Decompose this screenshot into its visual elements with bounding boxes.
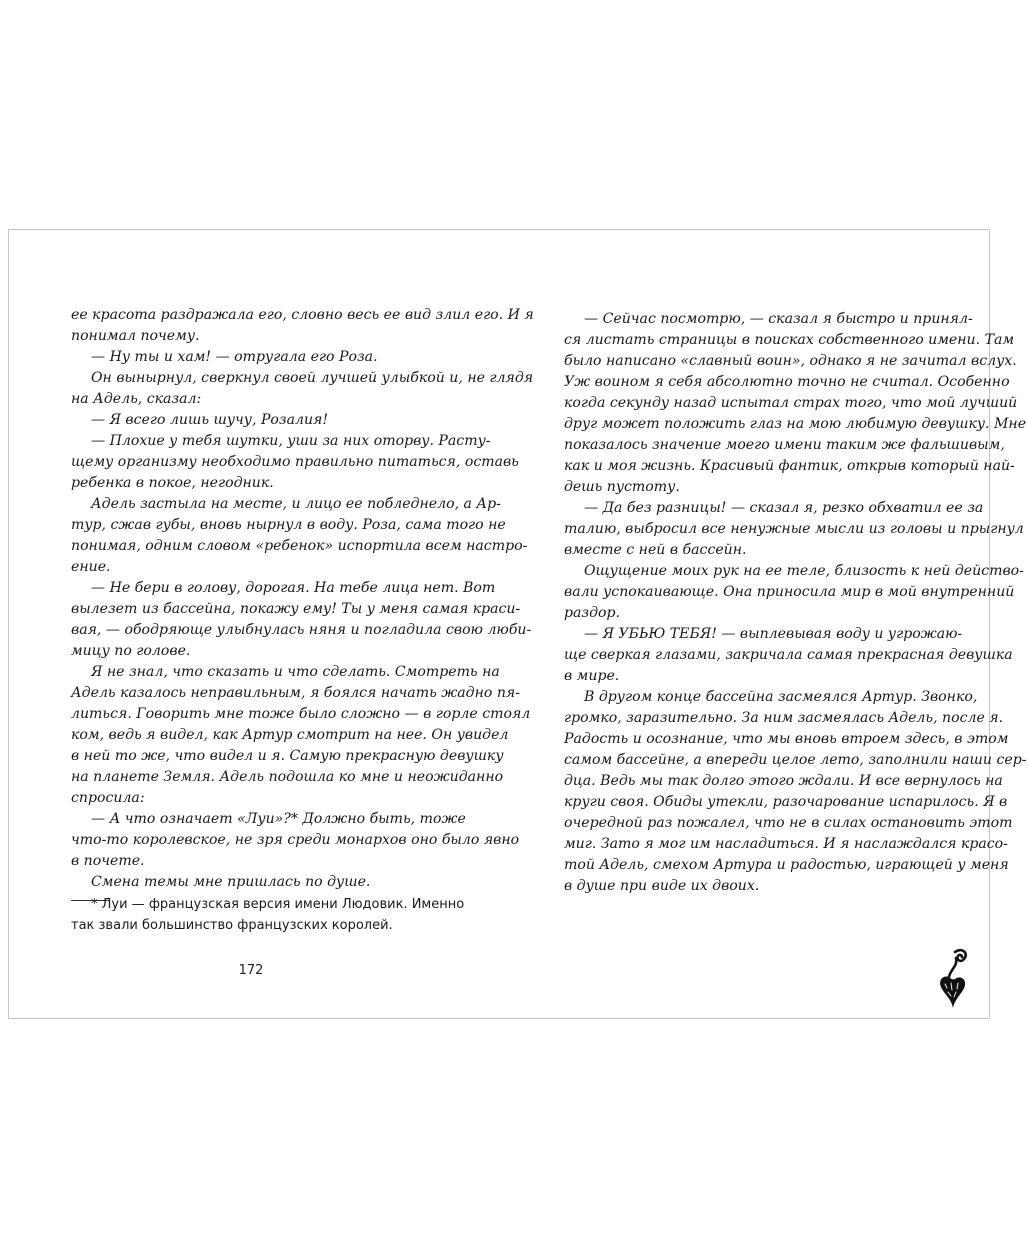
text-line: Уж воином я себя абсолютно точно не считал. Особенно xyxy=(564,374,1010,390)
text-line: понимая, одним словом «ребенок» испортила всем настро- xyxy=(71,538,528,554)
page-number: 172 xyxy=(238,963,264,978)
text-line: в мире. xyxy=(564,668,620,684)
text-line: щему организму необходимо правильно питаться, оставь xyxy=(71,454,519,470)
text-line: — Не бери в голову, дорогая. На тебе лица нет. Вот xyxy=(91,580,496,596)
text-line: громко, заразительно. За ним засмеялась Адель, после я. xyxy=(564,710,1004,726)
text-line: как и моя жизнь. Красивый фантик, открыв который най- xyxy=(564,458,1015,474)
text-line: в ней то же, что видел и я. Самую прекрасную девушку xyxy=(71,748,504,764)
text-line: на планете Земля. Адель подошла ко мне и неожиданно xyxy=(71,769,504,785)
text-line: ком, ведь я видел, как Артур смотрит на нее. Он увидел xyxy=(71,727,509,743)
text-line: ся листать страницы в поисках собственного имени. Там xyxy=(564,332,1015,348)
right-page-text xyxy=(564,309,1027,897)
text-line: вали успокаивающе. Она приносила мир в мой внутренний xyxy=(564,584,1015,600)
text-line: литься. Говорить мне тоже было сложно — в горле стоял xyxy=(71,706,531,722)
text-line: вместе с ней в бассейн. xyxy=(564,542,747,558)
text-line: — Сейчас посмотрю, — сказал я быстро и принял- xyxy=(584,311,973,327)
text-line: показалось значение моего имени таким же фальшивым, xyxy=(564,437,1005,453)
text-line: друг может положить глаз на мою любимую девушку. Мне xyxy=(564,416,1027,432)
text-line: было написано «славный воин», однако я не зачитал вслух. xyxy=(564,353,1017,369)
text-line: — Я всего лишь шучу, Розалия! xyxy=(91,412,329,428)
text-line: Он вынырнул, сверкнул своей лучшей улыбкой и, не глядя xyxy=(91,370,534,386)
text-line: Радость и осознание, что мы вновь втроем здесь, в этом xyxy=(564,731,1009,747)
text-line: Я не знал, что сказать и что сделать. Смотреть на xyxy=(91,664,500,680)
footnote-line: так звали большинство французских королей. xyxy=(71,918,393,933)
text-line: очередной раз пожалел, что не в силах остановить этот xyxy=(564,815,1013,831)
text-line: Адель казалось неправильным, я боялся начать жадно пя- xyxy=(71,685,521,701)
text-line: ее красота раздражала его, словно весь ее вид злил его. И я xyxy=(71,307,534,323)
text-line: самом бассейне, а впереди целое лето, заполнили наши сер- xyxy=(564,752,1027,768)
text-line: миг. Зато я мог им насладиться. И я наслаждался красо- xyxy=(564,836,1008,852)
left-page-text xyxy=(71,305,534,893)
text-line: той Адель, смехом Артура и радостью, играющей у меня xyxy=(564,857,1009,873)
text-line: — А что означает «Луи»?* Должно быть, тоже xyxy=(91,811,466,827)
footnote xyxy=(71,894,465,936)
text-line: круги своя. Обиды утекли, разочарование испарилось. Я в xyxy=(564,794,1008,810)
text-line: В другом конце бассейна засмеялся Артур. Звонко, xyxy=(584,689,978,705)
text-line: ребенка в покое, негодник. xyxy=(71,475,274,491)
text-line: Смена темы мне пришлась по душе. xyxy=(91,874,371,890)
text-line: когда секунду назад испытал страх того, что мой лучший xyxy=(564,395,1018,411)
text-line: талию, выбросил все ненужные мысли из головы и прыгнул xyxy=(564,521,1024,537)
text-line: — Да без разницы! — сказал я, резко обхватил ее за xyxy=(584,500,984,516)
text-line: — Плохие у тебя шутки, уши за них оторву. Расту- xyxy=(91,433,491,449)
text-line: что-то королевское, не зря среди монархов оно было явно xyxy=(71,832,520,848)
text-line: понимал почему. xyxy=(71,328,200,344)
heart-swirl-ornament-icon xyxy=(934,946,970,1010)
text-line: на Адель, сказал: xyxy=(71,391,202,407)
text-line: дешь пустоту. xyxy=(564,479,680,495)
text-line: раздор. xyxy=(564,605,621,621)
footnote-line: * Луи — французская версия имени Людовик. Именно xyxy=(91,897,465,912)
text-line: вая, — ободряюще улыбнулась няня и погладила свою люби- xyxy=(71,622,532,638)
text-line: спросила: xyxy=(71,790,145,806)
text-line: ение. xyxy=(71,559,111,575)
text-line: Ощущение моих рук на ее теле, близость к ней действо- xyxy=(584,563,1024,579)
text-line: тур, сжав губы, вновь нырнул в воду. Роза, сама того не xyxy=(71,517,506,533)
book-spread xyxy=(8,229,1027,1019)
text-line: в почете. xyxy=(71,853,145,869)
text-line: — Я УБЬЮ ТЕБЯ! — выплевывая воду и угрожаю- xyxy=(584,626,963,642)
text-line: мицу по голове. xyxy=(71,643,191,659)
text-line: — Ну ты и хам! — отругала его Роза. xyxy=(91,349,378,365)
text-line: ще сверкая глазами, закричала самая прекрасная девушка xyxy=(564,647,1013,663)
text-line: Адель застыла на месте, и лицо ее побледнело, а Ар- xyxy=(91,496,501,512)
text-line: вылезет из бассейна, покажу ему! Ты у меня самая краси- xyxy=(71,601,521,617)
text-line: в душе при виде их двоих. xyxy=(564,878,760,894)
text-line: дца. Ведь мы так долго этого ждали. И все вернулось на xyxy=(564,773,1003,789)
